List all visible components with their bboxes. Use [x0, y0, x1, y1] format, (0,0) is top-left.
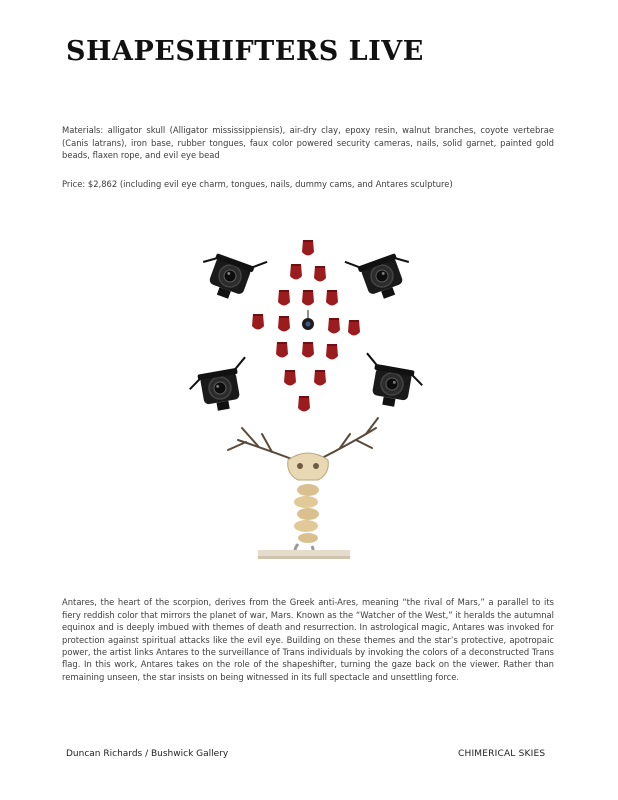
description-text: Antares, the heart of the scorpion, derives from the Greek anti-Ares, meaning “the rival of Mars,” a parallel to its fiery reddish color that mirrors the planet of war, Mars. Known as the “Watcher of the West,” it heralds the autumnal equinox and is deeply imbued with themes of death and resurrection. In astrological magic, Antares was invoked for protection against spiritual attacks like the evil eye. Building on these themes and the star’s protective, apotropaic power, the artist links Antares to the surveillance of Trans individuals by invoking the colors of a deconstructed Trans flag. In this work, Antares takes on the role of the shapeshifter, turning the gaze back on the viewer. Rather than remaining unseen, the star insists on being witnessed in its full spectacle and unsettling force. [62, 597, 554, 682]
artwork-image [180, 228, 440, 564]
price-text: Price: $2,862 (including evil eye charm, tongues, nails, dummy cams, and Antares sculpture) [62, 179, 453, 190]
footer-exhibition-title: CHIMERICAL SKIES [458, 749, 546, 759]
security-camera-bottom-right [359, 353, 426, 411]
security-camera-bottom-left [186, 357, 253, 415]
security-camera-top-right [345, 241, 418, 307]
evil-eye-charm [302, 310, 314, 330]
security-camera-top-left [194, 241, 267, 307]
materials-text: Materials: alligator skull (Alligator mississippiensis), air-dry clay, epoxy resin, walnut branches, coyote vertebrae (Canis latrans), iron base, rubber tongues, faux color powered security cameras, nails, solid garnet, painted gold beads, flaxen rope, and evil eye bead [62, 125, 554, 161]
footer-artist-gallery: Duncan Richards / Bushwick Gallery [66, 749, 229, 759]
page-title: SHAPESHIFTERS LIVE [66, 36, 424, 67]
alligator-skull-sculpture [258, 453, 350, 559]
